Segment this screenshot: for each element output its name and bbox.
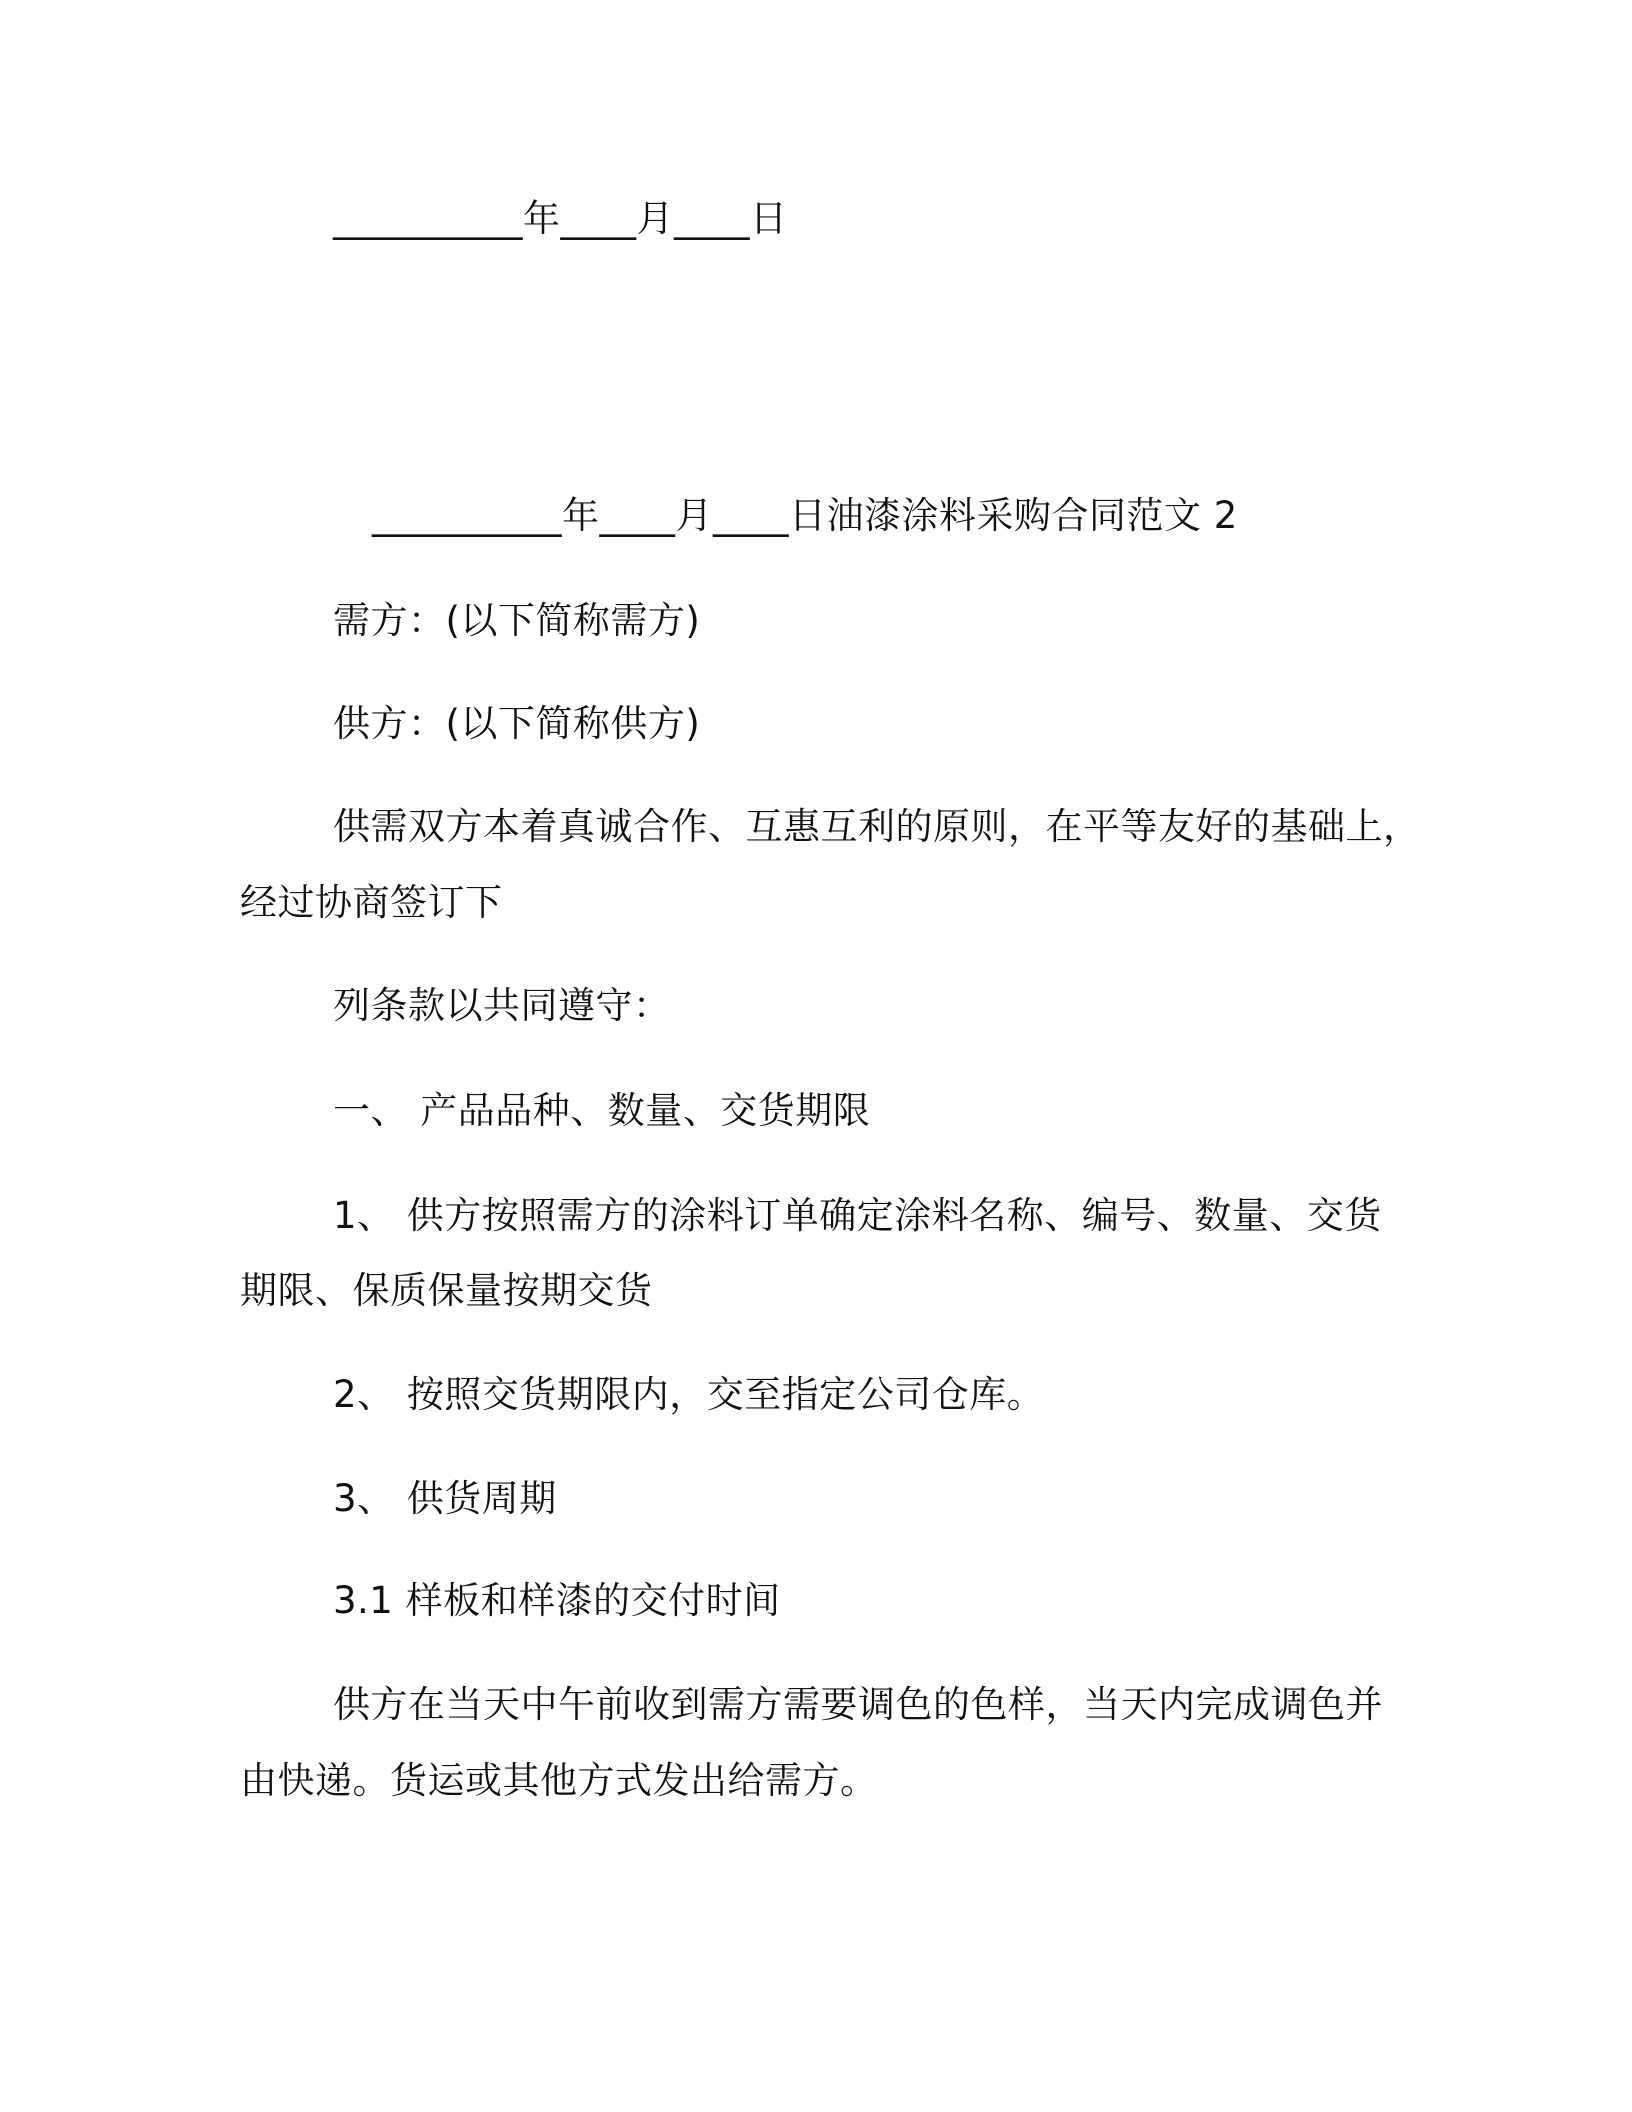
- section-heading: 一、 产品品种、数量、交货期限: [333, 1089, 871, 1132]
- intro-paragraph-line-3: 列条款以共同遵守：: [333, 984, 671, 1027]
- demand-party-line: 需方：(以下简称需方): [333, 599, 701, 642]
- clause-3-1: 3.1 样板和样漆的交付时间: [333, 1579, 781, 1622]
- intro-paragraph-line-1: 供需双方本着真诚合作、互惠互利的原则，在平等友好的基础上，: [333, 805, 1421, 848]
- clause-2: 2、 按照交货期限内，交至指定公司仓库。: [333, 1373, 1045, 1416]
- intro-paragraph-line-2: 经过协商签订下: [240, 881, 503, 924]
- clause-1-line-2: 期限、保质保量按期交货: [240, 1269, 653, 1312]
- clause-3: 3、 供货周期: [333, 1477, 557, 1520]
- delivery-paragraph-line-1: 供方在当天中午前收到需方需要调色的色样，当天内完成调色并: [333, 1683, 1383, 1726]
- delivery-paragraph-line-2: 由快递。货运或其他方式发出给需方。: [240, 1759, 878, 1802]
- supply-party-line: 供方：(以下简称供方): [333, 702, 701, 745]
- document-title: __________年____月____日油漆涂料采购合同范文 2: [372, 494, 1238, 537]
- top-date-line: __________年____月____日: [333, 197, 788, 240]
- clause-1-line-1: 1、 供方按照需方的涂料订单确定涂料名称、编号、数量、交货: [333, 1194, 1382, 1237]
